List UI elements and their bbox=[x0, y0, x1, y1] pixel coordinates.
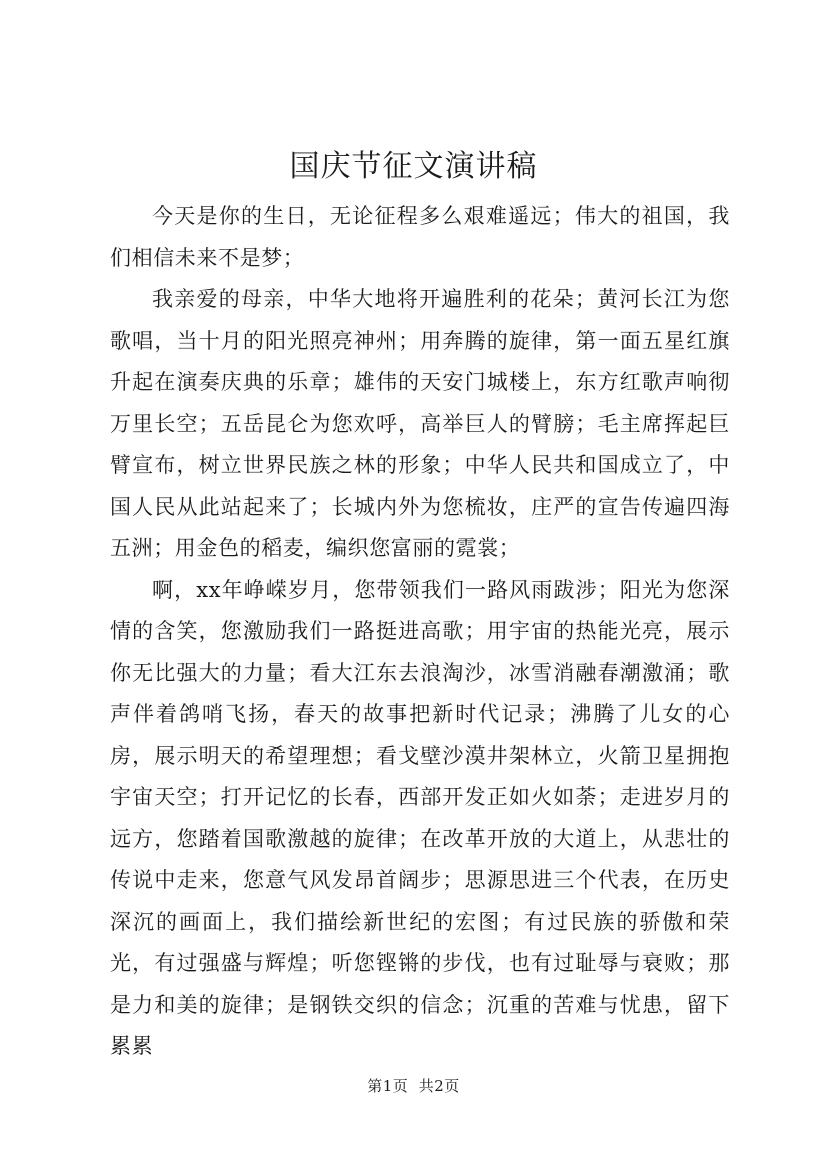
paragraph-1: 今天是你的生日，无论征程多么艰难遥远；伟大的祖国，我们相信未来不是梦； bbox=[110, 204, 730, 270]
document-body bbox=[110, 196, 730, 1068]
page-number-label: 第1页 共2页 bbox=[367, 1077, 460, 1095]
page-footer bbox=[0, 1076, 827, 1096]
paragraph-2: 我亲爱的母亲，中华大地将开遍胜利的花朵；黄河长江为您歌唱，当十月的阳光照亮神州；用奔腾的旋律，第一面五星红旗升起在演奏庆典的乐章；雄伟的天安门城楼上，东方红歌声响彻万里长空；五岳昆仑为您欢呼，高举巨人的臂膀；毛主席挥起巨臂宣布，树立世界民族之林的形象；中华人民共和国成立了，中国人民从此站起来了；长城内外为您梳妆，庄严的宣告传遍四海五洲；用金色的稻麦，编织您富丽的霓裳； bbox=[110, 287, 730, 560]
document-title: 国庆节征文演讲稿 bbox=[289, 149, 538, 184]
paragraph-3: 啊，xx年峥嵘岁月，您带领我们一路风雨跋涉；阳光为您深情的含笑，您激励我们一路挺进高歌；用宇宙的热能光亮，展示你无比强大的力量；看大江东去浪淘沙，冰雪消融春潮激涌；歌声伴着鸽哨飞扬，春天的故事把新时代记录；沸腾了儿女的心房，展示明天的希望理想；看戈壁沙漠井架林立，火箭卫星拥抱宇宙天空；打开记忆的长春，西部开发正如火如荼；走进岁月的远方，您踏着国歌激越的旋律；在改革开放的大道上，从悲壮的传说中走来，您意气风发昂首阔步；思源思进三个代表，在历史深沉的画面上，我们描绘新世纪的宏图；有过民族的骄傲和荣光，有过强盛与辉煌；听您铿锵的步伐，也有过耻辱与衰败；那是力和美的旋律；是钢铁交织的信念；沉重的苦难与忧患，留下累累 bbox=[110, 577, 730, 1058]
